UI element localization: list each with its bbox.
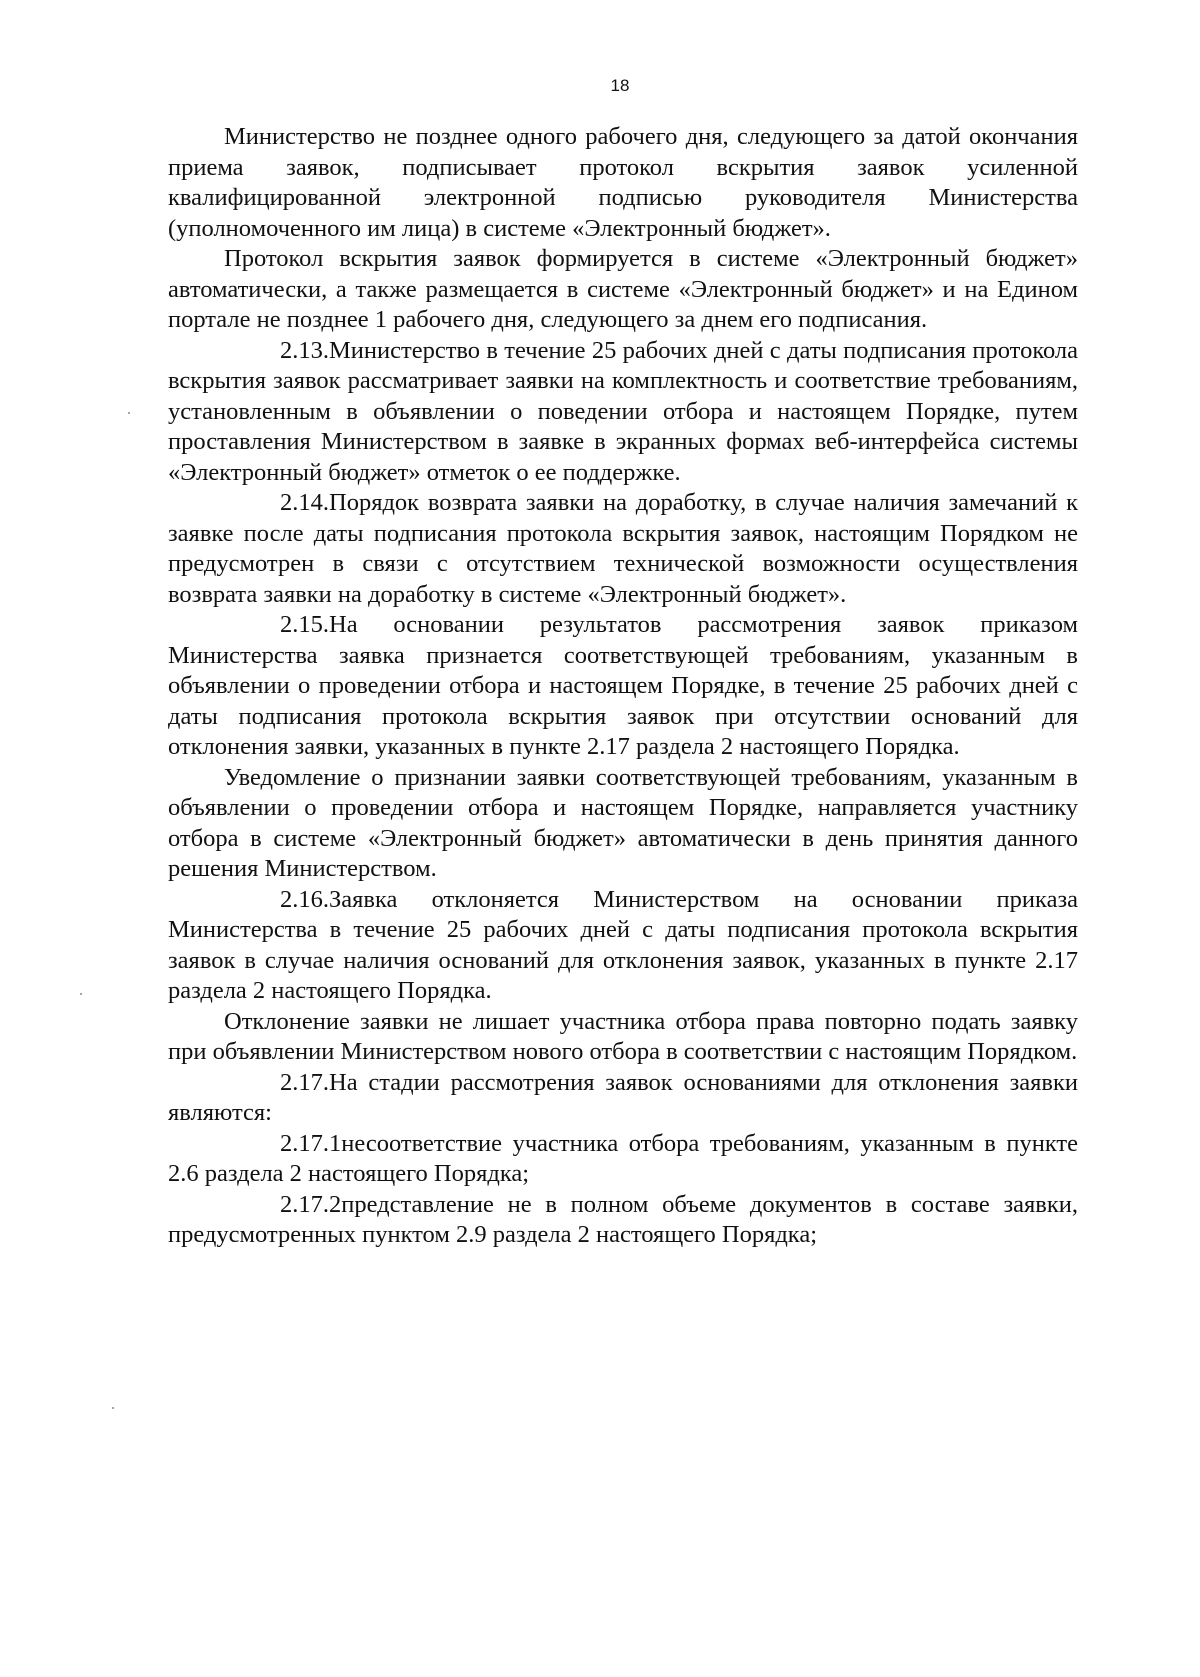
clause-2-16	[168, 885, 1078, 1007]
paragraph-text: На основании результатов рассмотрения заявок приказом Министерства заявка признается соответствующей требованиям, указанным в объявлении о проведении отбора и настоящем Порядке, в течение 25 рабочих дней с даты подписания протокола вскрытия заявок при отсутствии оснований для отклонения заявки, указанных в пункте 2.17 раздела 2 настоящего Порядка.	[168, 611, 1078, 760]
paragraph	[168, 1007, 1078, 1068]
paragraph-text: Порядок возврата заявки на доработку, в случае наличия замечаний к заявке после даты подписания протокола вскрытия заявок, настоящим Порядком не предусмотрен в связи с отсутствием технической возможности осуществления возврата заявки на доработку в системе «Электронный бюджет».	[168, 489, 1078, 608]
paragraph-text: Министерство не позднее одного рабочего дня, следующего за датой окончания приема заявок, подписывает протокол вскрытия заявок усиленной квалифицированной электронной подписью руководителя Министерства (уполномоченного им лица) в системе «Электронный бюджет».	[168, 123, 1078, 242]
scan-speck	[80, 993, 82, 995]
clause-number: 2.17.1	[280, 1129, 342, 1157]
paragraph-text: На стадии рассмотрения заявок основаниями для отклонения заявки являются:	[168, 1068, 1078, 1126]
document-body	[168, 122, 1078, 1251]
paragraph-text: Отклонение заявки не лишает участника отбора права повторно подать заявку при объявлении Министерством нового отбора в соответствии с настоящим Порядком.	[168, 1007, 1078, 1065]
clause-2-14	[168, 488, 1078, 610]
paragraph	[168, 763, 1078, 885]
paragraph-text: Протокол вскрытия заявок формируется в системе «Электронный бюджет» автоматически, а также размещается в системе «Электронный бюджет» и на Едином портале не позднее 1 рабочего дня, следующего за днем его подписания.	[168, 245, 1078, 333]
clause-2-15	[168, 610, 1078, 763]
page-number: 18	[610, 76, 630, 95]
paragraph	[168, 244, 1078, 336]
paragraph-text: представление не в полном объеме документов в составе заявки, предусмотренных пунктом 2.9 раздела 2 настоящего Порядка;	[168, 1190, 1078, 1248]
clause-number: 2.15.	[280, 611, 329, 638]
scan-speck	[112, 1407, 114, 1409]
paragraph-text: Министерство в течение 25 рабочих дней с даты подписания протокола вскрытия заявок рассматривает заявки на комплектность и соответствие требованиям, установленным в объявлении о поведении отбора и настоящем Порядке, путем проставления Министерством в заявке в экранных формах веб-интерфейса системы «Электронный бюджет» отметок о ее поддержке.	[168, 336, 1078, 486]
clause-number: 2.13.	[280, 336, 329, 364]
paragraph	[168, 122, 1078, 244]
paragraph-text: Заявка отклоняется Министерством на основании приказа Министерства в течение 25 рабочих дней с даты подписания протокола вскрытия заявок в случае наличия оснований для отклонения заявок, указанных в пункте 2.17 раздела 2 настоящего Порядка.	[168, 885, 1078, 1004]
clause-2-17	[168, 1068, 1078, 1129]
clause-2-17-1	[168, 1129, 1078, 1190]
clause-number: 2.17.	[280, 1068, 329, 1096]
clause-2-17-2	[168, 1190, 1078, 1251]
paragraph-text: несоответствие участника отбора требованиям, указанным в пункте 2.6 раздела 2 настоящего Порядка;	[168, 1129, 1078, 1187]
clause-number: 2.14.	[280, 489, 329, 516]
clause-number: 2.17.2	[280, 1190, 342, 1218]
clause-number: 2.16.	[280, 885, 329, 913]
scan-speck	[128, 412, 130, 414]
clause-2-13	[168, 336, 1078, 489]
paragraph-text: Уведомление о признании заявки соответствующей требованиям, указанным в объявлении о проведении отбора и настоящем Порядке, направляется участнику отбора в системе «Электронный бюджет» автоматически в день принятия данного решения Министерством.	[168, 763, 1078, 882]
